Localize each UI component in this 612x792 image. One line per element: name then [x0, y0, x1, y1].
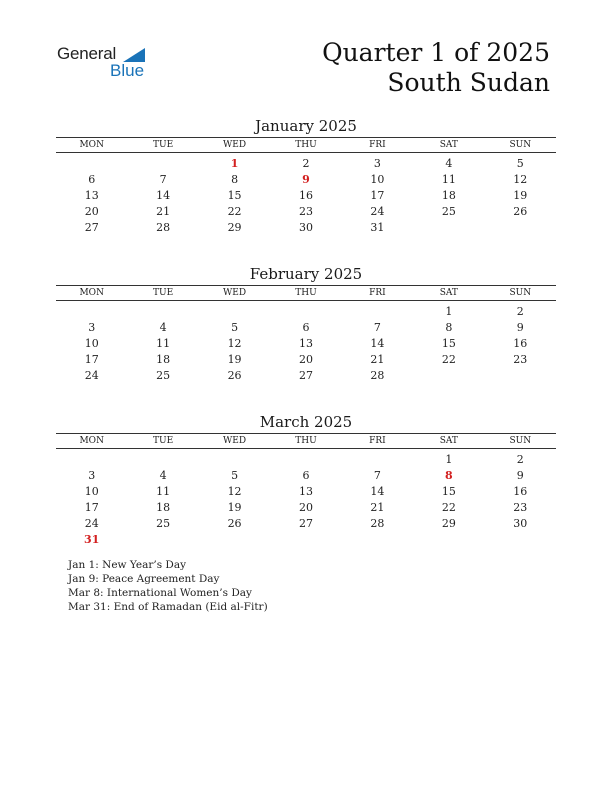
- weekday-header: [56, 285, 556, 301]
- day-cell: 28: [370, 516, 385, 530]
- day-cell: 10: [370, 172, 385, 186]
- weekday-label: THU: [295, 140, 317, 150]
- day-cell: 19: [227, 500, 242, 514]
- day-cell: 22: [441, 352, 456, 366]
- day-cell: 9: [516, 468, 524, 482]
- day-cell: 2: [302, 156, 310, 170]
- day-cell: 15: [227, 188, 242, 202]
- month-calendar: [56, 413, 556, 547]
- day-cell: 23: [513, 500, 528, 514]
- weekday-label: WED: [223, 436, 247, 446]
- weekday-label: SUN: [509, 140, 532, 150]
- month-title: March 2025: [259, 413, 353, 431]
- logo-general-text: General: [57, 44, 117, 63]
- day-cell: 6: [302, 320, 310, 334]
- week-row: [56, 531, 556, 547]
- day-cell: 18: [441, 188, 456, 202]
- day-cell: 3: [88, 320, 96, 334]
- month-calendar: [56, 117, 556, 235]
- day-cell: 22: [227, 204, 242, 218]
- day-cell: 21: [156, 204, 171, 218]
- weekday-label: FRI: [369, 288, 386, 298]
- day-cell: 7: [159, 172, 167, 186]
- weekday-label: SAT: [439, 140, 458, 150]
- week-row: [56, 303, 556, 319]
- weekday-label: WED: [223, 140, 247, 150]
- weekday-label: TUE: [153, 140, 174, 150]
- weekday-label: SAT: [439, 436, 458, 446]
- day-cell: 24: [84, 368, 99, 382]
- day-cell: 21: [370, 500, 385, 514]
- day-cell: 12: [513, 172, 528, 186]
- weekday-label: MON: [79, 288, 104, 298]
- day-cell: 7: [373, 468, 381, 482]
- day-cell: 20: [298, 352, 313, 366]
- day-cell: 5: [516, 156, 524, 170]
- day-cell: 29: [441, 516, 456, 530]
- day-cell: 27: [84, 220, 99, 234]
- week-row: [56, 319, 556, 335]
- day-cell: 11: [156, 484, 171, 498]
- week-row: [56, 351, 556, 367]
- day-cell: 25: [156, 368, 171, 382]
- day-cell: 6: [88, 172, 96, 186]
- weekday-header: [56, 137, 556, 153]
- day-cell: 20: [298, 500, 313, 514]
- day-cell: 1: [445, 304, 453, 318]
- day-cell: 13: [84, 188, 99, 202]
- day-cell: 25: [156, 516, 171, 530]
- weekday-label: SUN: [509, 288, 532, 298]
- day-cell: 27: [298, 516, 313, 530]
- weekday-label: THU: [295, 436, 317, 446]
- day-cell: 30: [298, 220, 313, 234]
- day-cell: 4: [159, 320, 167, 334]
- day-cell: 3: [373, 156, 381, 170]
- week-row: [56, 335, 556, 351]
- day-cell: 11: [441, 172, 456, 186]
- day-cell: 22: [441, 500, 456, 514]
- day-cell: 12: [227, 484, 242, 498]
- day-cell: 15: [441, 484, 456, 498]
- week-row: [56, 515, 556, 531]
- day-cell: 26: [227, 516, 242, 530]
- month-title: January 2025: [255, 117, 357, 135]
- day-cell: 17: [84, 352, 99, 366]
- day-cell: 15: [441, 336, 456, 350]
- holiday-item: Mar 31: End of Ramadan (Eid al-Fitr): [68, 601, 268, 613]
- weekday-label: SAT: [439, 288, 458, 298]
- page-title: [322, 38, 550, 98]
- day-cell: 13: [298, 484, 313, 498]
- day-cell: 8: [445, 320, 453, 334]
- day-cell: 13: [298, 336, 313, 350]
- week-row: [56, 451, 556, 467]
- day-cell: 29: [227, 220, 242, 234]
- day-cell: 19: [513, 188, 528, 202]
- day-cell: 19: [227, 352, 242, 366]
- day-cell: 27: [298, 368, 313, 382]
- day-cell: 7: [373, 320, 381, 334]
- day-cell: 21: [370, 352, 385, 366]
- month-title: February 2025: [249, 265, 363, 283]
- week-row: [56, 483, 556, 499]
- day-cell: 17: [84, 500, 99, 514]
- day-cell: 26: [513, 204, 528, 218]
- week-row: [56, 367, 556, 383]
- week-row: [56, 203, 556, 219]
- week-row: [56, 155, 556, 171]
- weekday-label: WED: [223, 288, 247, 298]
- holiday-item: Jan 9: Peace Agreement Day: [68, 573, 220, 585]
- weekday-label: MON: [79, 140, 104, 150]
- day-cell: 24: [84, 516, 99, 530]
- weekday-label: TUE: [153, 436, 174, 446]
- day-cell: 14: [370, 336, 385, 350]
- day-cell: 16: [513, 336, 528, 350]
- day-cell: 1: [445, 452, 453, 466]
- day-cell: 24: [370, 204, 385, 218]
- weekday-label: SUN: [509, 436, 532, 446]
- day-cell: 3: [88, 468, 96, 482]
- day-cell: 5: [231, 320, 239, 334]
- weekday-label: TUE: [153, 288, 174, 298]
- day-cell: 23: [513, 352, 528, 366]
- day-cell: 10: [84, 484, 99, 498]
- day-cell: 28: [370, 368, 385, 382]
- day-cell: 20: [84, 204, 99, 218]
- day-cell: 16: [513, 484, 528, 498]
- day-cell: 10: [84, 336, 99, 350]
- day-cell: 26: [227, 368, 242, 382]
- logo-triangle-icon: [123, 48, 145, 62]
- holiday-date: 9: [302, 172, 310, 186]
- day-cell: 18: [156, 352, 171, 366]
- day-cell: 4: [159, 468, 167, 482]
- day-cell: 18: [156, 500, 171, 514]
- generalblue-logo: [57, 44, 177, 84]
- day-cell: 9: [516, 320, 524, 334]
- day-cell: 4: [445, 156, 453, 170]
- day-cell: 14: [156, 188, 171, 202]
- logo-blue-text: Blue: [110, 61, 145, 80]
- week-row: [56, 171, 556, 187]
- day-cell: 5: [231, 468, 239, 482]
- week-row: [56, 187, 556, 203]
- day-cell: 11: [156, 336, 171, 350]
- week-row: [56, 499, 556, 515]
- day-cell: 2: [516, 304, 524, 318]
- day-cell: 17: [370, 188, 385, 202]
- holiday-item: Jan 1: New Year’s Day: [68, 559, 187, 571]
- day-cell: 30: [513, 516, 528, 530]
- week-row: [56, 467, 556, 483]
- holiday-item: Mar 8: International Women’s Day: [68, 587, 252, 599]
- weekday-label: FRI: [369, 436, 386, 446]
- country-title: South Sudan: [387, 68, 550, 97]
- week-row: [56, 219, 556, 235]
- day-cell: 2: [516, 452, 524, 466]
- day-cell: 14: [370, 484, 385, 498]
- weekday-label: FRI: [369, 140, 386, 150]
- day-cell: 31: [370, 220, 385, 234]
- day-cell: 8: [231, 172, 239, 186]
- holiday-date: 8: [445, 468, 453, 482]
- month-calendar: [56, 265, 556, 383]
- day-cell: 16: [298, 188, 313, 202]
- quarter-title: Quarter 1 of 2025: [322, 38, 550, 67]
- weekday-label: THU: [295, 288, 317, 298]
- day-cell: 23: [298, 204, 313, 218]
- weekday-header: [56, 433, 556, 449]
- day-cell: 12: [227, 336, 242, 350]
- day-cell: 28: [156, 220, 171, 234]
- day-cell: 6: [302, 468, 310, 482]
- weekday-label: MON: [79, 436, 104, 446]
- holiday-list: [68, 558, 268, 614]
- holiday-date: 1: [230, 156, 239, 170]
- day-cell: 25: [441, 204, 456, 218]
- holiday-date: 31: [84, 532, 100, 546]
